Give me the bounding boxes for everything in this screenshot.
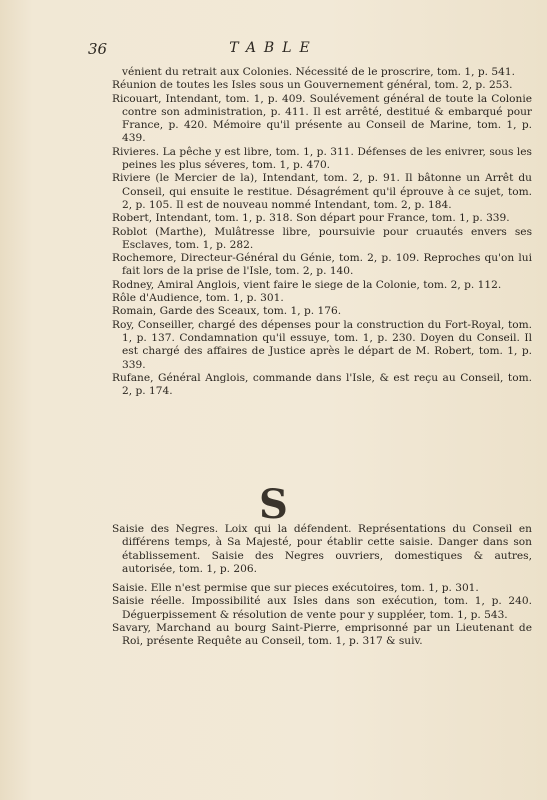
index-entry: Robert, Intendant, tom. 1, p. 318. Son départ pour France, tom. 1, p. 339. xyxy=(112,212,510,225)
index-entries-r xyxy=(112,66,532,398)
page-number: 36 xyxy=(88,40,108,58)
index-entry: Rochemore, Directeur-Général du Génie, tom. 2, p. 109. Reproches qu'on lui fait lors de la prise de l'Isle, tom. 2, p. 140. xyxy=(112,252,532,278)
page-header xyxy=(0,40,547,62)
index-entry: Réunion de toutes les Isles sous un Gouvernement général, tom. 2, p. 253. xyxy=(112,79,513,92)
index-entry: Rufane, Général Anglois, commande dans l'Isle, & est reçu au Conseil, tom. 2, p. 174. xyxy=(112,371,532,398)
index-entries-s xyxy=(112,523,532,649)
index-entry: Roblot (Marthe), Mulâtresse libre, poursuivie pour cruautés envers ses Esclaves, tom. 1, p. 282. xyxy=(112,225,532,251)
index-entry: Rôle d'Audience, tom. 1, p. 301. xyxy=(112,292,284,305)
index-entry: vénient du retrait aux Colonies. Nécessité de le proscrire, tom. 1, p. 541. xyxy=(122,66,515,78)
index-entry: Riviere (le Mercier de la), Intendant, tom. 2, p. 91. Il bâtonne un Arrêt du Conseil, qui ensuite le restitue. Désagrément qu'il éprouve à ce sujet, tom. 2, p. 105. Il est de nouveau nommé Intendant, tom. 2, p. 184. xyxy=(112,172,532,211)
index-entry: Roy, Conseiller, chargé des dépenses pour la construction du Fort-Royal, tom. 1, p. 137. Condamnation qu'il essuye, tom. 1, p. 230. Doyen du Conseil. Il est chargé des affaires de Justice après le départ de M. Robert, tom. 1, p. 339. xyxy=(112,318,532,371)
index-entry: Ricouart, Intendant, tom. 1, p. 409. Soulévement général de toute la Colonie contre son administration, p. 411. Il est arrêté, destitué & embarqué pour France, p. 420. Mémoire qu'il présente au Conseil de Marine, tom. 1, p. 439. xyxy=(112,92,532,145)
index-entry: Saisie. Elle n'est permise que sur pieces exécutoires, tom. 1, p. 301. xyxy=(112,582,479,595)
running-title: TABLE xyxy=(229,40,318,56)
index-entry: Savary, Marchand au bourg Saint-Pierre, emprisonné par un Lieutenant de Roi, présente Requête au Conseil, tom. 1, p. 317 & suiv. xyxy=(112,622,532,648)
index-entry: Rivieres. La pêche y est libre, tom. 1, p. 311. Défenses de les enivrer, sous les peines les plus séveres, tom. 1, p. 470. xyxy=(112,145,532,172)
index-entry: Saisie réelle. Impossibilité aux Isles dans son exécution, tom. 1, p. 240. Déguerpissement & résolution de vente pour y suppléer, tom. 1, p. 543. xyxy=(112,595,532,621)
index-entry: Romain, Garde des Sceaux, tom. 1, p. 176. xyxy=(112,305,342,318)
section-letter: S xyxy=(259,481,288,528)
index-entry: Rodney, Amiral Anglois, vient faire le siege de la Colonie, tom. 2, p. 112. xyxy=(112,278,502,291)
index-entry: Saisie des Negres. Loix qui la défendent. Représentations du Conseil en différens temps, à Sa Majesté, pour établir cette saisie. Danger dans son établissement. Saisie des Negres ouvriers, domestiques & autres, autorisée, tom. 1, p. 206. xyxy=(112,523,532,575)
